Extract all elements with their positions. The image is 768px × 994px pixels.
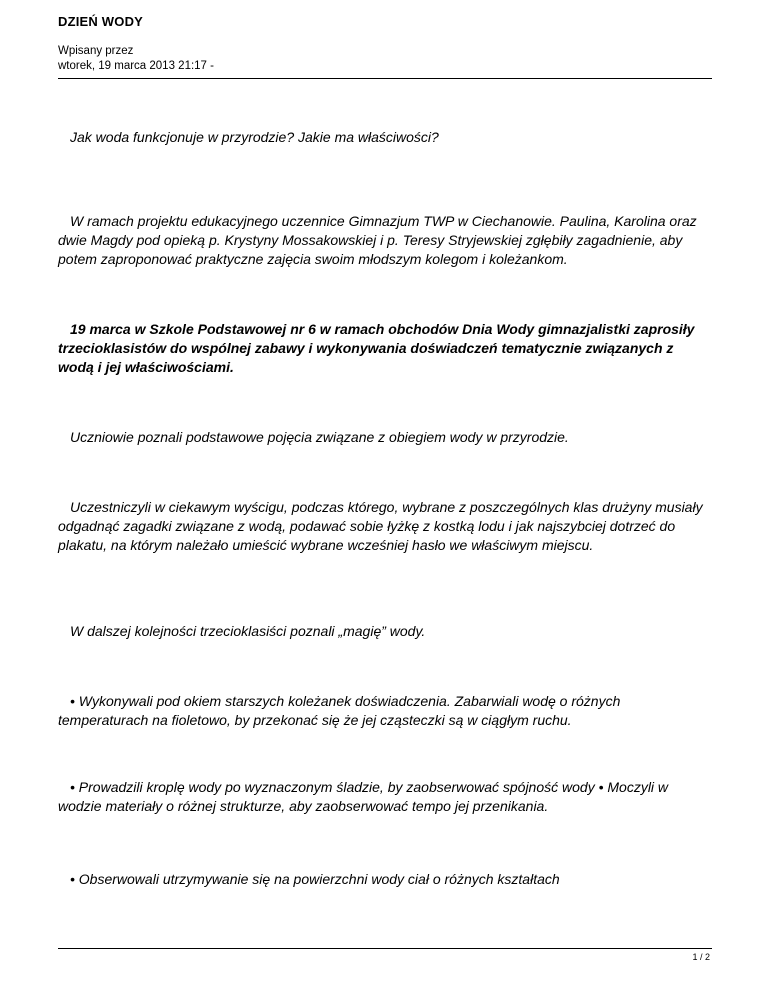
article-meta	[58, 44, 214, 74]
paragraph-text: Uczestniczyli w ciekawym wyścigu, podczas którego, wybrane z poszczególnych klas drużyny musiały odgadnąć zagadki związane z wodą, podawać sobie łyżkę z kostką lodu i jak najszybciej dotrzeć do plakatu, na którym należało umieścić wybrane wcześniej hasło we właściwym miejscu.	[58, 499, 703, 553]
bullet-floating	[58, 870, 710, 889]
paragraph-intro-question	[58, 128, 710, 147]
footer-divider	[58, 948, 712, 949]
paragraph-text: • Obserwowali utrzymywanie się na powierzchni wody ciał o różnych kształtach	[70, 871, 560, 887]
author-line: Wpisany przez	[58, 45, 134, 57]
paragraph-text: W dalszej kolejności trzecioklasiści poznali „magię” wody.	[70, 623, 426, 639]
paragraph-concepts	[58, 428, 710, 447]
article-title: DZIEŃ WODY	[58, 14, 144, 29]
paragraph-text: • Wykonywali pod okiem starszych koleżanek doświadczenia. Zabarwiali wodę o różnych temperaturach na fioletowo, by przekonać się że jej cząsteczki są w ciągłym ruchu.	[58, 693, 621, 728]
bullet-experiments	[58, 692, 710, 730]
paragraph-event	[58, 320, 710, 377]
paragraph-text: Jak woda funkcjonuje w przyrodzie? Jakie ma właściwości?	[70, 129, 439, 145]
bullet-droplet	[58, 778, 710, 816]
paragraph-text: Uczniowie poznali podstawowe pojęcia związane z obiegiem wody w przyrodzie.	[70, 429, 569, 445]
paragraph-text: W ramach projektu edukacyjnego uczennice Gimnazjum TWP w Ciechanowie. Paulina, Karolina oraz dwie Magdy pod opieką p. Krystyny Mossakowskiej i p. Teresy Stryjewskiej zgłębiły zagadnienie, aby potem zaproponować praktyczne zajęcia swoim młodszym kolegom i koleżankom.	[58, 213, 697, 267]
paragraph-magic	[58, 622, 710, 641]
header-divider	[58, 78, 712, 79]
page-number: 1 / 2	[692, 952, 710, 962]
paragraph-text: • Prowadzili kroplę wody po wyznaczonym śladzie, by zaobserwować spójność wody • Moczyli w wodzie materiały o różnej strukturze, aby zaobserwować tempo jej przenikania.	[58, 779, 669, 814]
paragraph-text: 19 marca w Szkole Podstawowej nr 6 w ramach obchodów Dnia Wody gimnazjalistki zaprosiły trzecioklasistów do wspólnej zabawy i wykonywania doświadczeń tematycznie związanych z wodą i jej właściwościami.	[58, 321, 695, 375]
paragraph-project	[58, 212, 710, 269]
paragraph-race	[58, 498, 710, 555]
date-line: wtorek, 19 marca 2013 21:17 -	[58, 60, 214, 72]
